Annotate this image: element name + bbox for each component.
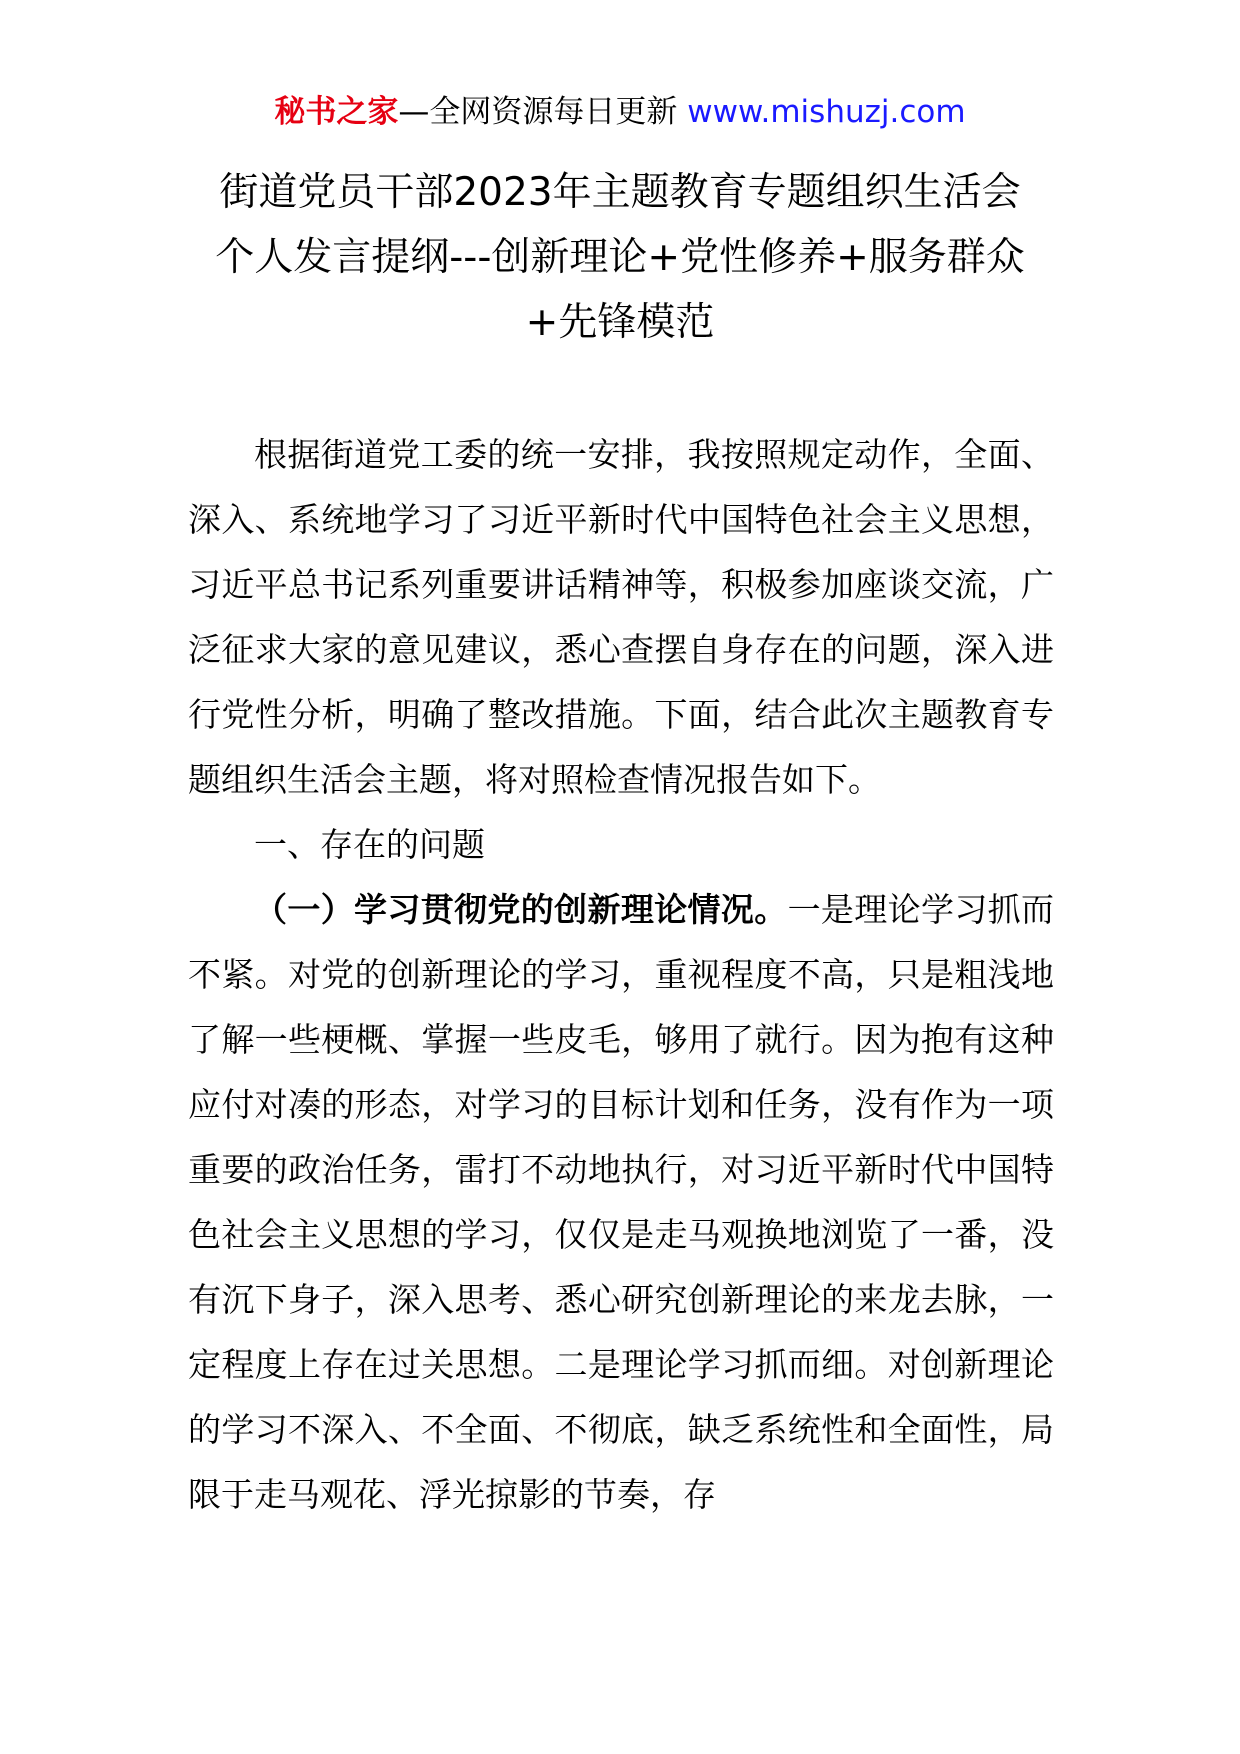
document-body [188,422,1054,1527]
subsection-paragraph [188,877,1054,1527]
document-title [150,160,1090,355]
section-heading-problems: 一、存在的问题 [254,825,485,864]
subsection-heading: （一）学习贯彻党的创新理论情况。 [254,890,788,929]
title-line-3: +先锋模范 [525,300,715,345]
site-banner [0,92,1240,132]
title-line-2: 个人发言提纲---创新理论+党性修养+服务群众 [215,235,1025,280]
banner-slogan: —全网资源每日更新 [398,94,678,130]
title-line-1: 街道党员干部2023年主题教育专题组织生活会 [219,170,1021,215]
brand-name: 秘书之家 [274,94,399,130]
intro-paragraph: 根据街道党工委的统一安排，我按照规定动作，全面、深入、系统地学习了习近平新时代中国特色社会主义思想，习近平总书记系列重要讲话精神等，积极参加座谈交流，广泛征求大家的意见建议，悉心查摆自身存在的问题，深入进行党性分析，明确了整改措施。下面，结合此次主题教育专题组织生活会主题，将对照检查情况报告如下。 [188,435,1054,799]
site-url-link[interactable]: www.mishuzj.com [687,94,966,130]
subsection-text: 一是理论学习抓而不紧。对党的创新理论的学习，重视程度不高，只是粗浅地了解一些梗概、掌握一些皮毛，够用了就行。因为抱有这种应付对凑的形态，对学习的目标计划和任务，没有作为一项重要的政治任务，雷打不动地执行，对习近平新时代中国特色社会主义思想的学习，仅仅是走马观换地浏览了一番，没有沉下身子，深入思考、悉心研究创新理论的来龙去脉，一定程度上存在过关思想。二是理论学习抓而细。对创新理论的学习不深入、不全面、不彻底，缺乏系统性和全面性，局限于走马观花、浮光掠影的节奏，存 [188,890,1055,1514]
